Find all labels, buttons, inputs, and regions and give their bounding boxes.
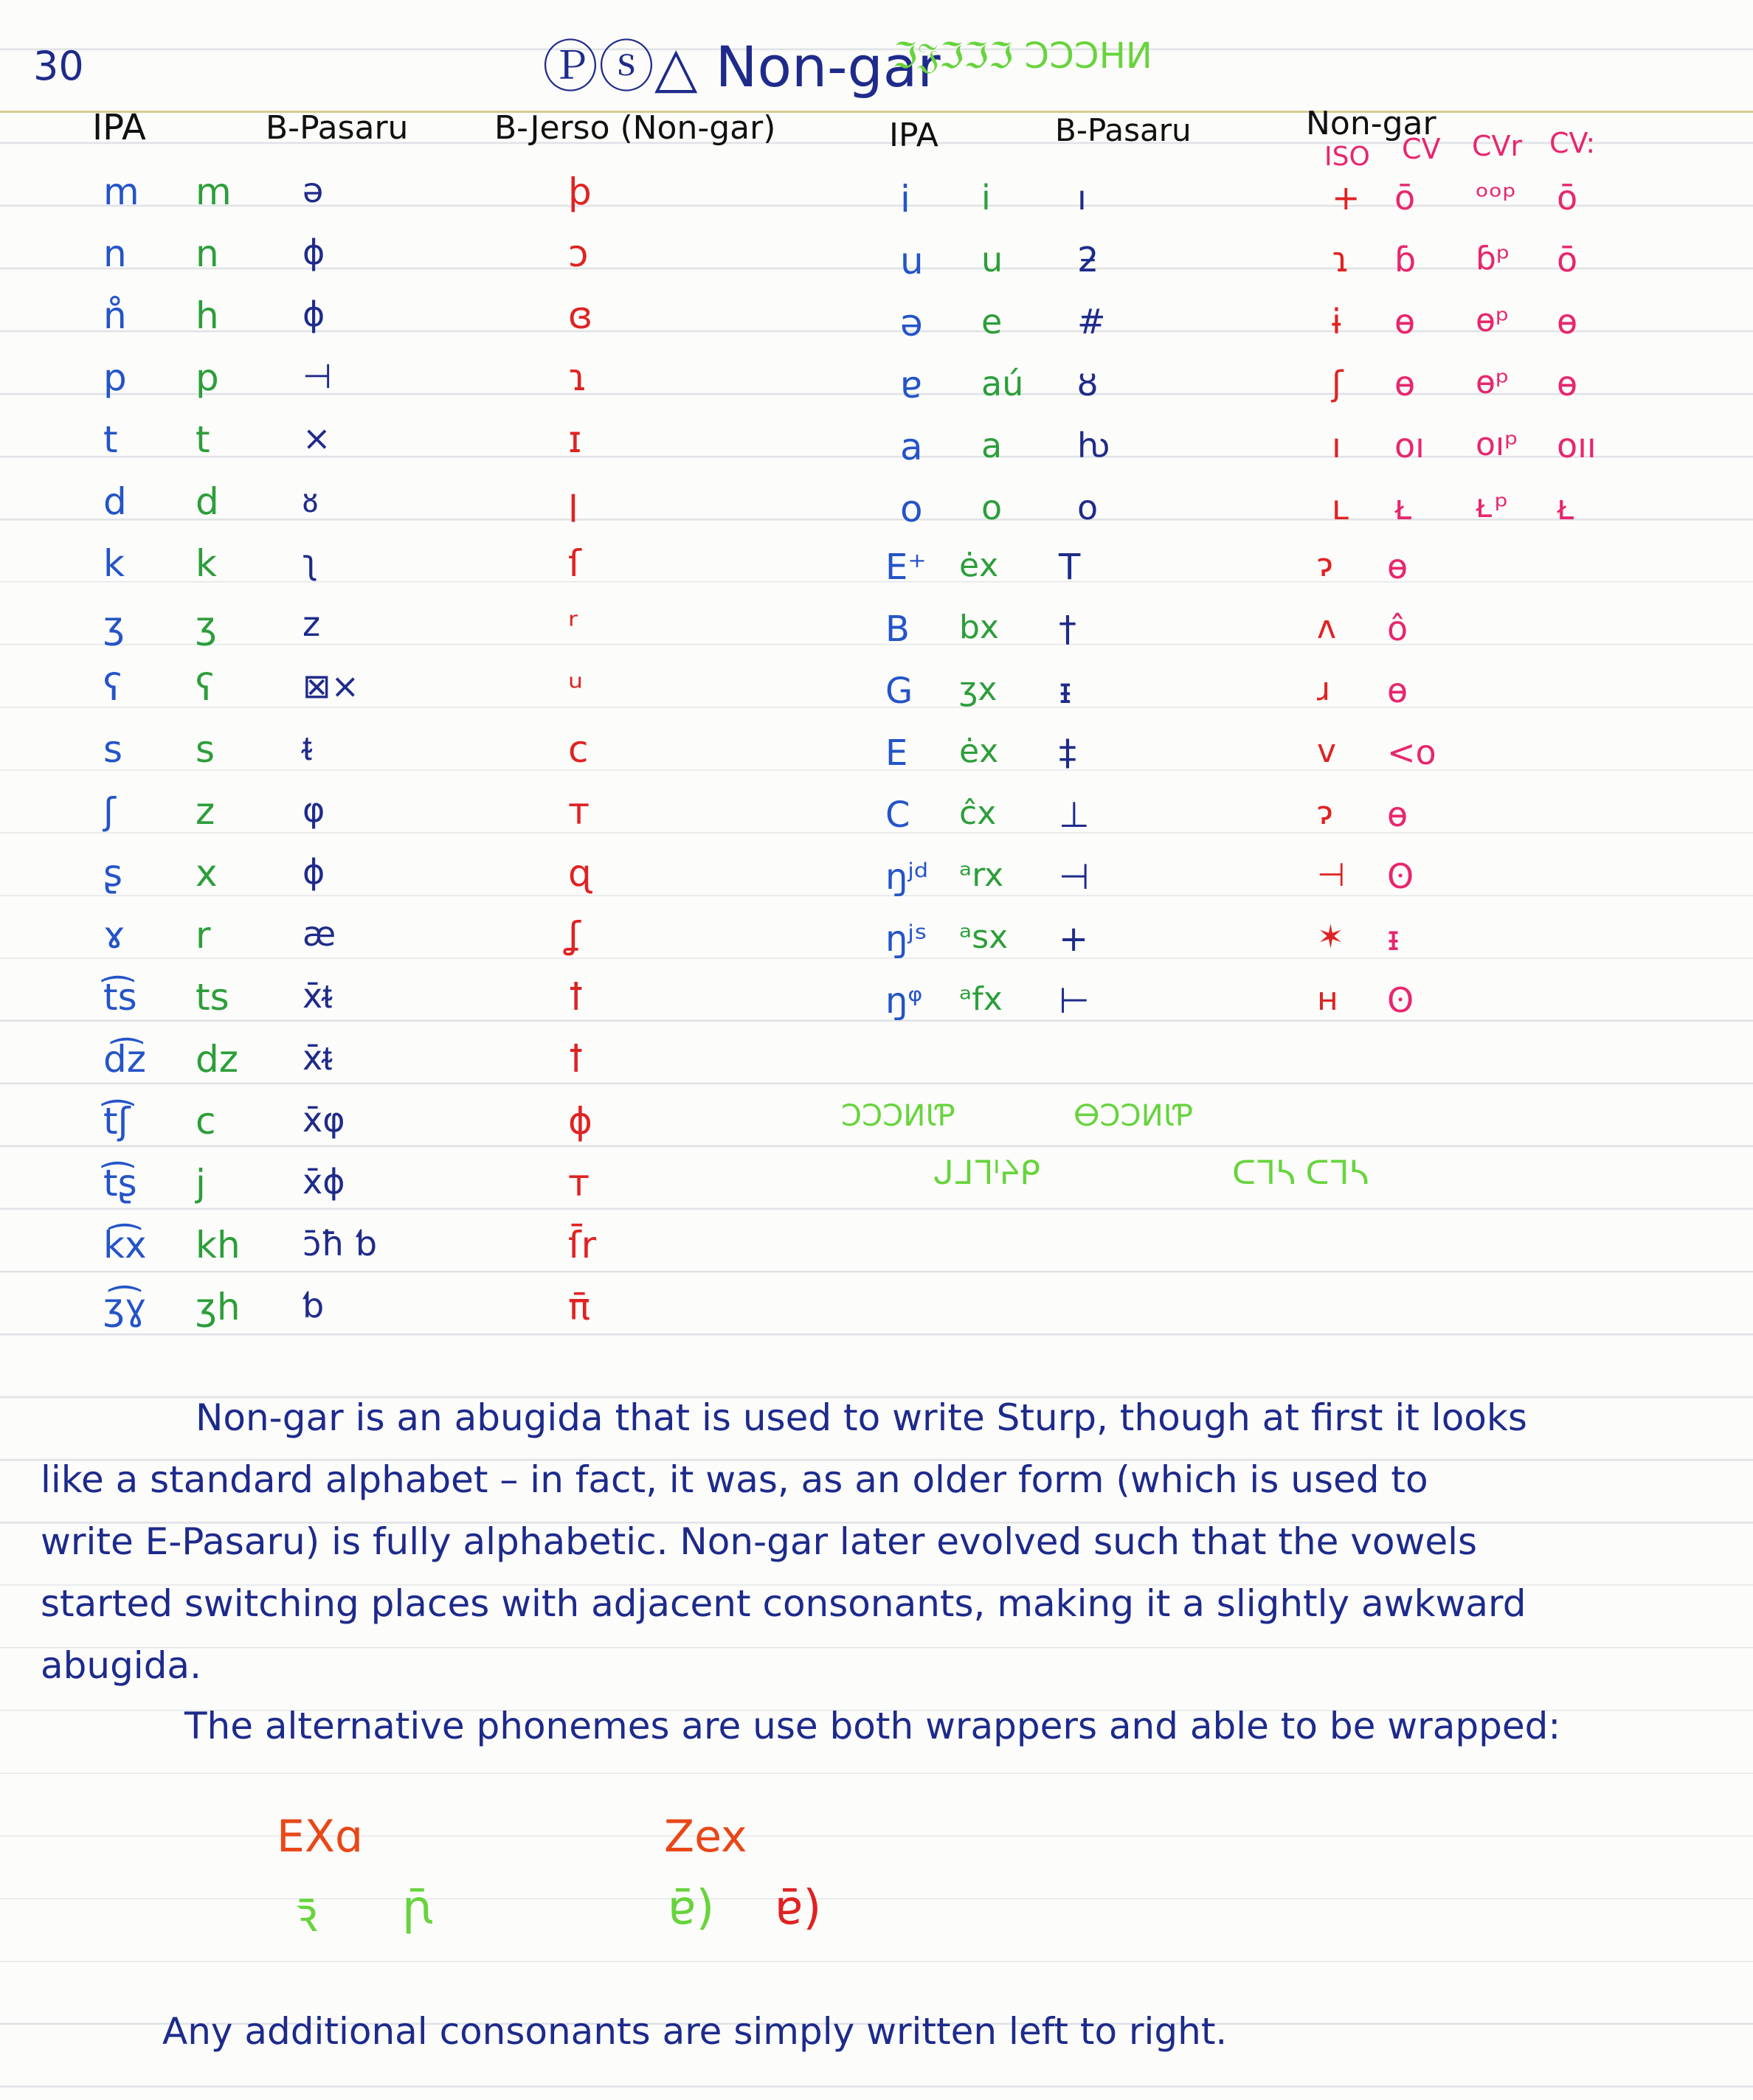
- example-1-glyph-b: ꞃ̄: [402, 1881, 432, 1936]
- vowel-ipa: ə: [900, 302, 923, 344]
- green-note-1: ƆƆƆИƖƤ: [841, 1099, 955, 1133]
- header-bpasaru-left: B-Pasaru: [266, 109, 409, 147]
- vowel-latin: a: [981, 426, 1003, 465]
- paragraph-consonants: Any additional consonants are simply written left to right.: [162, 2010, 1228, 2053]
- consonant-bpasaru: ×: [302, 418, 331, 458]
- consonant-bjerso: ſ̄r: [568, 1224, 597, 1266]
- consonant-bpasaru: φ: [302, 790, 325, 830]
- consonant-bpasaru: ᵵ: [302, 728, 312, 768]
- vowel-cvl: ō: [1557, 178, 1578, 218]
- vowel-ipa: i: [900, 178, 910, 221]
- consonant-bpasaru: x̄φ: [302, 1100, 345, 1140]
- consonant-bpasaru: ᴕ: [302, 480, 319, 520]
- vowel-iso: ɨ: [1332, 302, 1341, 342]
- paragraph-abugida: [41, 1387, 1715, 1697]
- extra-vowel-iso: ɹ: [1317, 670, 1331, 708]
- consonant-bpasaru: ɸ: [302, 232, 325, 272]
- extra-vowel-ipa: C: [885, 794, 910, 836]
- extra-vowel-latin: bx: [959, 609, 999, 646]
- extra-vowel-latin: ᵃsx: [959, 918, 1009, 956]
- consonant-bjerso: ꝉ: [568, 1038, 584, 1081]
- extra-vowel-cv: ᵻ: [1387, 918, 1400, 958]
- consonant-latin: ʕ: [196, 666, 215, 709]
- consonant-bpasaru: ɸ: [302, 852, 325, 892]
- consonant-bpasaru: x̄ᵵ: [302, 1038, 333, 1078]
- consonant-bpasaru: ƅ: [302, 1286, 325, 1326]
- header-cvl: CV:: [1549, 127, 1596, 159]
- vowel-ipa: a: [900, 426, 923, 468]
- example-1-label: EXɑ: [277, 1811, 364, 1862]
- consonant-latin: k: [196, 542, 217, 585]
- consonant-bjerso: ɿ: [568, 356, 588, 399]
- extra-vowel-bpasaru: ⊥: [1059, 794, 1090, 836]
- extra-vowel-ipa: ŋʲˢ: [885, 918, 927, 960]
- page-number: 30: [33, 43, 84, 89]
- consonant-bpasaru: æ: [302, 914, 336, 954]
- vowel-ipa: ɐ: [900, 364, 923, 406]
- vowel-ipa: o: [900, 488, 923, 530]
- consonant-latin: dz: [196, 1038, 238, 1081]
- consonant-bjerso: ᵘ: [568, 666, 584, 709]
- vowel-bpasaru: ı: [1077, 178, 1087, 218]
- extra-vowel-cv: ɵ: [1387, 670, 1408, 710]
- extra-vowel-ipa: B: [885, 609, 910, 650]
- extra-vowel-cv: ɵ: [1387, 547, 1408, 586]
- vowel-iso: +: [1332, 178, 1360, 218]
- consonant-ipa: n̊: [103, 294, 127, 337]
- header-bjerso: B-Jerso (Non-gar): [494, 109, 776, 147]
- header-ipa-left: IPA: [92, 107, 146, 148]
- consonant-ipa: ʕ: [103, 666, 122, 709]
- vowel-bpasaru: o: [1077, 488, 1099, 527]
- example-2-glyph-b: ɐ̄): [775, 1881, 822, 1936]
- vowel-bpasaru: #: [1077, 302, 1106, 342]
- extra-vowel-bpasaru: T: [1059, 547, 1081, 588]
- consonant-latin: n: [196, 232, 219, 275]
- extra-vowel-bpasaru: +: [1059, 918, 1089, 960]
- extra-vowel-bpasaru: ᵻ: [1059, 670, 1072, 712]
- consonant-bpasaru: x̄ɸ: [302, 1162, 345, 1202]
- vowel-bpasaru: ƻ: [1077, 240, 1099, 280]
- extra-vowel-ipa: ŋʲᵈ: [885, 856, 929, 898]
- extra-vowel-iso: ɂ: [1317, 794, 1333, 832]
- consonant-bpasaru: ɔ̄ħ ƅ: [302, 1224, 378, 1264]
- vowel-cv: oı: [1394, 426, 1425, 465]
- vowel-bpasaru: ȣ: [1077, 364, 1099, 403]
- extra-vowel-iso: ʜ: [1317, 980, 1338, 1018]
- consonant-bpasaru: x̄ᵵ: [302, 976, 333, 1016]
- consonant-latin: d: [196, 480, 219, 523]
- extra-vowel-latin: ėx: [959, 547, 999, 584]
- vowel-cv: ɓ: [1394, 240, 1417, 280]
- consonant-bjerso: c: [568, 728, 589, 771]
- consonant-latin: j: [196, 1162, 206, 1205]
- consonant-ipa: d: [103, 480, 127, 523]
- consonant-latin: x: [196, 852, 218, 895]
- paragraph-line: started switching places with adjacent consonants, making it a slightly awkward: [41, 1582, 1526, 1625]
- consonant-bjerso: ɞ: [568, 294, 593, 337]
- extra-vowel-ipa: E⁺: [885, 547, 927, 588]
- green-note-3: ᒍᒧᒣᑊᔨᑭ: [933, 1154, 1040, 1192]
- extra-vowel-bpasaru: ⊢: [1059, 980, 1090, 1022]
- consonant-latin: p: [196, 356, 219, 399]
- extra-vowel-bpasaru: †: [1059, 609, 1076, 650]
- green-note-4: ᑕᒣᓴ ᑕᒣᓴ: [1232, 1154, 1369, 1192]
- consonant-bjerso: ɪ: [568, 418, 582, 461]
- consonant-bpasaru: ə: [302, 170, 324, 210]
- consonant-ipa: s: [103, 728, 123, 771]
- header-cvr: CVr: [1472, 130, 1523, 162]
- consonant-latin: s: [196, 728, 215, 771]
- consonant-ipa: t͡ʃ: [103, 1100, 131, 1143]
- vowel-cvl: ɵ: [1557, 302, 1578, 342]
- consonant-bjerso: ᴛ: [568, 790, 590, 833]
- vowel-ipa: u: [900, 240, 924, 283]
- consonant-latin: ts: [196, 976, 229, 1019]
- extra-vowel-latin: ėx: [959, 732, 999, 770]
- consonant-bjerso: ʳ: [568, 604, 578, 647]
- consonant-bpasaru: ʅ: [302, 542, 319, 582]
- extra-vowel-latin: ʒx: [959, 670, 997, 708]
- consonant-latin: h: [196, 294, 219, 337]
- consonant-latin: m: [196, 170, 232, 213]
- consonant-bjerso: ſ: [568, 542, 581, 585]
- consonant-latin: z: [196, 790, 215, 833]
- consonant-bjerso: ɔ: [568, 232, 589, 275]
- vowel-bpasaru: ƕ: [1077, 426, 1111, 465]
- consonant-latin: r: [196, 914, 211, 957]
- vowel-cvr: ɓᵖ: [1476, 240, 1510, 277]
- vowel-latin: e: [981, 302, 1003, 342]
- vowel-iso: ʟ: [1332, 488, 1349, 527]
- extra-vowel-iso: v: [1317, 732, 1337, 770]
- example-2-label: Zex: [664, 1811, 747, 1862]
- consonant-bjerso: ꞁ: [568, 480, 578, 523]
- consonant-bjerso: þ: [568, 170, 592, 213]
- header-bpasaru-right: B-Pasaru: [1055, 112, 1192, 148]
- paragraph-line: like a standard alphabet – in fact, it was, as an older form (which is used to: [41, 1458, 1428, 1501]
- consonant-bpasaru: ⊣: [302, 356, 333, 396]
- consonant-ipa: ʒ: [103, 604, 125, 647]
- extra-vowel-iso: ɂ: [1317, 547, 1333, 584]
- consonant-ipa: ɤ: [103, 914, 125, 957]
- vowel-cvr: oıᵖ: [1476, 426, 1518, 463]
- vowel-latin: o: [981, 488, 1003, 527]
- extra-vowel-cv: ʘ: [1387, 856, 1414, 896]
- consonant-bpasaru: z: [302, 604, 321, 644]
- paragraph-line: Non-gar is an abugida that is used to write Sturp, though at first it looks: [196, 1396, 1527, 1439]
- consonant-bpasaru: ⊠×: [302, 666, 360, 706]
- header-ipa-right: IPA: [889, 117, 938, 154]
- paragraph-line: write E-Pasaru) is fully alphabetic. Non-gar later evolved such that the vowels: [41, 1520, 1478, 1563]
- extra-vowel-cv: <o: [1387, 732, 1436, 772]
- consonant-bpasaru: ɸ: [302, 294, 325, 334]
- example-2-glyph-a: ɐ̄): [668, 1881, 715, 1936]
- extra-vowel-latin: ĉx: [959, 794, 997, 832]
- extra-vowel-bpasaru: ⊣: [1059, 856, 1090, 898]
- vowel-iso: ʃ: [1332, 364, 1344, 403]
- vowel-cvr: ɵᵖ: [1476, 302, 1510, 339]
- consonant-bjerso: ɋ: [568, 852, 592, 895]
- paragraph-wrappers: The alternative phonemes are use both wrappers and able to be wrapped:: [184, 1705, 1561, 1747]
- vowel-cvr: ᴌᵖ: [1476, 488, 1509, 525]
- extra-vowel-ipa: ŋᵠ: [885, 980, 923, 1022]
- consonant-latin: ʒh: [196, 1286, 241, 1328]
- title-glyphs: ℑ𝔍ℑℑℑ ƆƆƆHИ: [893, 35, 1152, 77]
- vowel-cvl: oıı: [1557, 426, 1597, 465]
- header-iso: ISO: [1324, 142, 1370, 172]
- vowel-latin: u: [981, 240, 1003, 280]
- header-cv: CV: [1402, 133, 1441, 165]
- vowel-iso: ɿ: [1332, 240, 1350, 280]
- vowel-cvr: ᵒᵒᵖ: [1476, 178, 1517, 215]
- paragraph-line: abugida.: [41, 1644, 201, 1687]
- consonant-ipa: d͡z: [103, 1038, 146, 1081]
- page-top-rule: [0, 111, 1753, 113]
- extra-vowel-ipa: E: [885, 732, 908, 774]
- vowel-cvl: ɵ: [1557, 364, 1578, 403]
- extra-vowel-bpasaru: ‡: [1059, 732, 1076, 774]
- vowel-cvr: ɵᵖ: [1476, 364, 1510, 401]
- extra-vowel-cv: ô: [1387, 609, 1408, 648]
- extra-vowel-cv: ʘ: [1387, 980, 1414, 1020]
- vowel-iso: ı: [1332, 426, 1341, 465]
- consonant-ipa: ʂ: [103, 852, 123, 895]
- consonant-ipa: p: [103, 356, 127, 399]
- vowel-cv: ᴌ: [1394, 488, 1414, 527]
- extra-vowel-iso: ✶: [1317, 918, 1344, 956]
- consonant-latin: c: [196, 1100, 216, 1143]
- vowel-cv: ɵ: [1394, 364, 1416, 403]
- extra-vowel-latin: ᵃfx: [959, 980, 1003, 1018]
- extra-vowel-iso: ⊣: [1317, 856, 1346, 894]
- consonant-ipa: t͡s: [103, 976, 137, 1019]
- consonant-ipa: t: [103, 418, 118, 461]
- consonant-bjerso: π̄: [568, 1286, 591, 1328]
- vowel-latin: aú: [981, 364, 1024, 403]
- consonant-ipa: t͡ʂ: [103, 1162, 137, 1205]
- consonant-ipa: k: [103, 542, 125, 585]
- example-1-glyph-a: ꝛ̄: [295, 1888, 318, 1943]
- extra-vowel-ipa: G: [885, 670, 913, 712]
- vowel-cvl: ō: [1557, 240, 1578, 280]
- vowel-cvl: ᴌ: [1557, 488, 1577, 527]
- green-note-2: ⴱƆƆИƖƤ: [1073, 1099, 1193, 1133]
- page-title: Ⓟⓢ△ Non-gar: [542, 34, 941, 100]
- consonant-latin: t: [196, 418, 210, 461]
- consonant-bjerso: ᴛ: [568, 1162, 590, 1205]
- vowel-cv: ɵ: [1394, 302, 1416, 342]
- consonant-bjerso: ʆ: [568, 914, 581, 957]
- vowel-cv: ō: [1394, 178, 1416, 218]
- consonant-latin: kh: [196, 1224, 241, 1266]
- extra-vowel-iso: ʌ: [1317, 609, 1337, 646]
- extra-vowel-latin: ᵃrx: [959, 856, 1004, 894]
- consonant-ipa: n: [103, 232, 127, 275]
- vowel-latin: i: [981, 178, 991, 218]
- consonant-bjerso: ɸ: [568, 1100, 592, 1143]
- consonant-ipa: m: [103, 170, 139, 213]
- consonant-ipa: ʒ͡ɣ: [103, 1286, 147, 1328]
- consonant-ipa: ʃ: [103, 790, 116, 833]
- consonant-latin: ʒ: [196, 604, 217, 647]
- consonant-ipa: k͡x: [103, 1224, 147, 1266]
- consonant-bjerso: ꝉ: [568, 976, 584, 1019]
- extra-vowel-cv: ɵ: [1387, 794, 1408, 834]
- header-nongar: Non-gar: [1306, 105, 1436, 142]
